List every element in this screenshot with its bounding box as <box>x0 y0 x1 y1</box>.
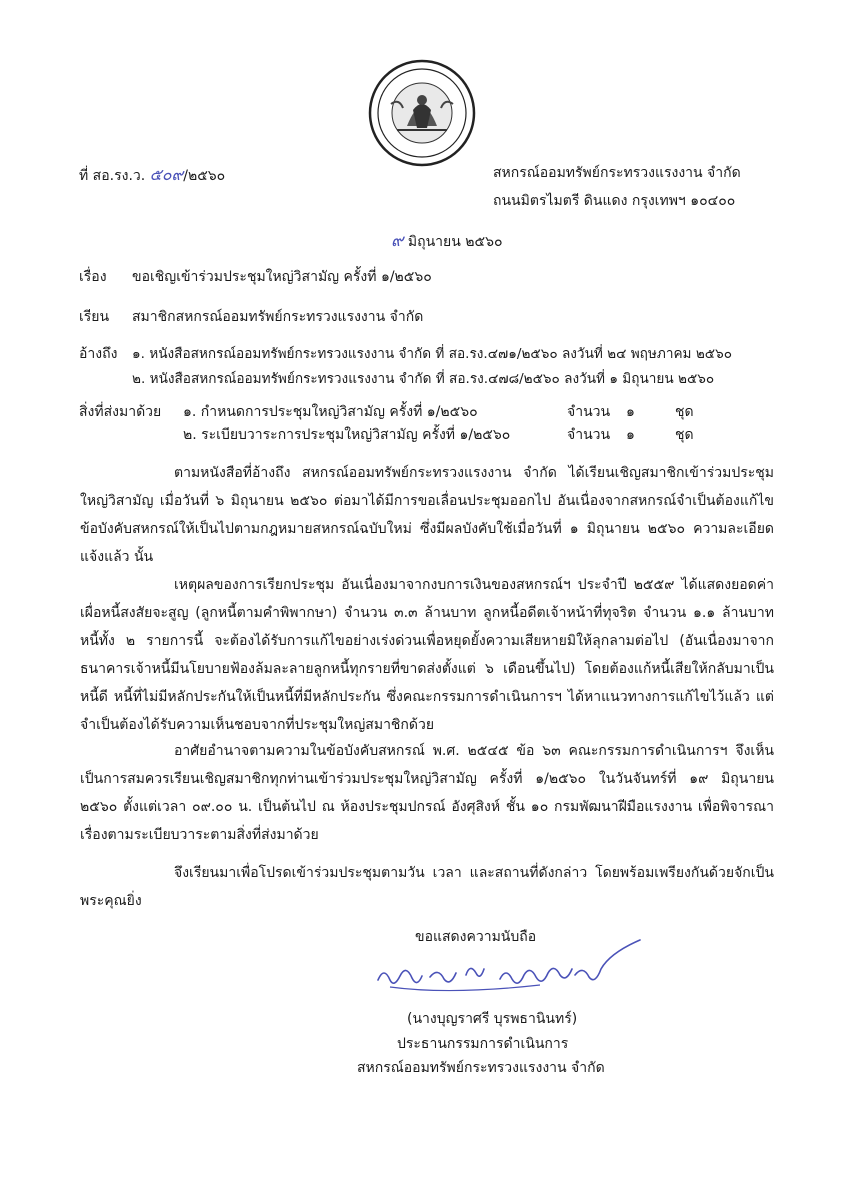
handwritten-signature <box>370 935 650 1000</box>
reference-number <box>79 165 225 185</box>
letter-date <box>391 231 503 251</box>
date-month-year: มิถุนายน ๒๕๖๐ <box>407 234 503 250</box>
enclosure-qty: ๑ <box>626 427 635 443</box>
reference-item: ๒. หนังสือสหกรณ์ออมทรัพย์กระทรวงแรงงาน จำกัด ที่ สอ.รง.๔๗๘/๒๕๖๐ ลงวันที่ ๑ มิถุนายน ๒๕๖๐ <box>132 371 715 387</box>
subject-label: เรื่อง <box>79 269 107 285</box>
body-paragraph-3: อาศัยอำนาจตามความในข้อบังคับสหกรณ์ พ.ศ. ๒๕๔๕ ข้อ ๖๓ คณะกรรมการดำเนินการฯ จึงเห็นเป็นการสมควรเรียนเชิญสมาชิกทุกท่านเข้าร่วมประชุมใหญ่วิสามัญ ครั้งที่ ๑/๒๕๖๐ ในวันจันทร์ที่ ๑๙ มิถุนายน ๒๕๖๐ ตั้งแต่เวลา ๐๙.๐๐ น. เป็นต้นไป ณ ห้องประชุมปกรณ์ อังศุสิงห์ ชั้น ๑๐ กรมพัฒนาฝีมือแรงงาน เพื่อพิจารณาเรื่องตามระเบียบวาระตามสิ่งที่ส่งมาด้วย <box>80 743 774 843</box>
date-handwritten-day: ๙ <box>391 231 404 251</box>
cooperative-seal-logo <box>367 58 477 168</box>
reference-year: /๒๕๖๐ <box>183 168 226 184</box>
reference-handwritten-number: ๕๐๙ <box>149 165 184 184</box>
enclosure-qty-label: จำนวน <box>567 427 611 443</box>
reference-item: ๑. หนังสือสหกรณ์ออมทรัพย์กระทรวงแรงงาน จำกัด ที่ สอ.รง.๔๗๑/๒๕๖๐ ลงวันที่ ๒๔ พฤษภาคม ๒๕๖๐ <box>132 346 733 362</box>
body-paragraph-4: จึงเรียนมาเพื่อโปรดเข้าร่วมประชุมตามวัน เวลา และสถานที่ดังกล่าว โดยพร้อมเพรียงกันด้วยจักเป็นพระคุณยิ่ง <box>80 865 774 909</box>
enclosures-label: สิ่งที่ส่งมาด้วย <box>79 404 162 420</box>
enclosure-unit: ชุด <box>675 404 694 420</box>
recipient-text: สมาชิกสหกรณ์ออมทรัพย์กระทรวงแรงงาน จำกัด <box>132 309 424 325</box>
enclosure-item-text: ๑. กำหนดการประชุมใหญ่วิสามัญ ครั้งที่ ๑/๒๕๖๐ <box>183 404 478 420</box>
signer-title: ประธานกรรมการดำเนินการ <box>397 1036 569 1052</box>
reference-prefix: ที่ สอ.รง.ว. <box>79 168 146 184</box>
signer-name: (นางบุญราศรี บุรพธานินทร์) <box>407 1011 578 1027</box>
enclosure-item-text: ๒. ระเบียบวาระการประชุมใหญ่วิสามัญ ครั้งที่ ๑/๒๕๖๐ <box>183 427 511 443</box>
body-paragraph-1: ตามหนังสือที่อ้างถึง สหกรณ์ออมทรัพย์กระทรวงแรงงาน จำกัด ได้เรียนเชิญสมาชิกเข้าร่วมประชุมใหญ่วิสามัญ เมื่อวันที่ ๖ มิถุนายน ๒๕๖๐ ต่อมาได้มีการขอเลื่อนประชุมออกไป อันเนื่องจากสหกรณ์จำเป็นต้องแก้ไขข้อบังคับสหกรณ์ให้เป็นไปตามกฎหมายสหกรณ์ฉบับใหม่ ซึ่งมีผลบังคับใช้เมื่อวันที่ ๑ มิถุนายน ๒๕๖๐ ความละเอียดแจ้งแล้ว นั้น <box>80 465 774 565</box>
body-paragraph-2: เหตุผลของการเรียกประชุม อันเนื่องมาจากงบการเงินของสหกรณ์ฯ ประจำปี ๒๕๕๙ ได้แสดงยอดค่าเผื่อหนี้สงสัยจะสูญ (ลูกหนี้ตามคำพิพากษา) จำนวน ๓.๓ ล้านบาท ลูกหนี้อดีตเจ้าหน้าที่ทุจริต จำนวน ๑.๑ ล้านบาท หนี้ทั้ง ๒ รายการนี้ จะต้องได้รับการแก้ไขอย่างเร่งด่วนเพื่อหยุดยั้งความเสียหายมิให้ลุกลามต่อไป (อันเนื่องมาจากธนาคารเจ้าหนี้มีนโยบายฟ้องล้มละลายลูกหนี้ทุกรายที่ขาดส่งตั้งแต่ ๖ เดือนขึ้นไป) โดยต้องแก้หนี้เสียให้กลับมาเป็นหนี้ดี หนี้ที่ไม่มีหลักประกันให้เป็นหนี้ที่มีหลักประกัน ซึ่งคณะกรรมการดำเนินการฯ ได้หาแนวทางการแก้ไขไว้แล้ว แต่จำเป็นต้องได้รับความเห็นชอบจากที่ประชุมใหญ่สมาชิกด้วย <box>80 577 774 733</box>
references-label: อ้างถึง <box>79 346 118 362</box>
recipient-label: เรียน <box>79 309 110 325</box>
enclosure-unit: ชุด <box>675 427 694 443</box>
subject-text: ขอเชิญเข้าร่วมประชุมใหญ่วิสามัญ ครั้งที่ ๑/๒๕๖๐ <box>132 269 432 285</box>
enclosure-qty: ๑ <box>626 404 635 420</box>
org-name: สหกรณ์ออมทรัพย์กระทรวงแรงงาน จำกัด <box>493 165 741 181</box>
signer-organization: สหกรณ์ออมทรัพย์กระทรวงแรงงาน จำกัด <box>357 1060 605 1076</box>
enclosure-qty-label: จำนวน <box>567 404 611 420</box>
closing-salutation: ขอแสดงความนับถือ <box>415 929 537 945</box>
org-address: ถนนมิตรไมตรี ดินแดง กรุงเทพฯ ๑๐๔๐๐ <box>493 193 736 209</box>
